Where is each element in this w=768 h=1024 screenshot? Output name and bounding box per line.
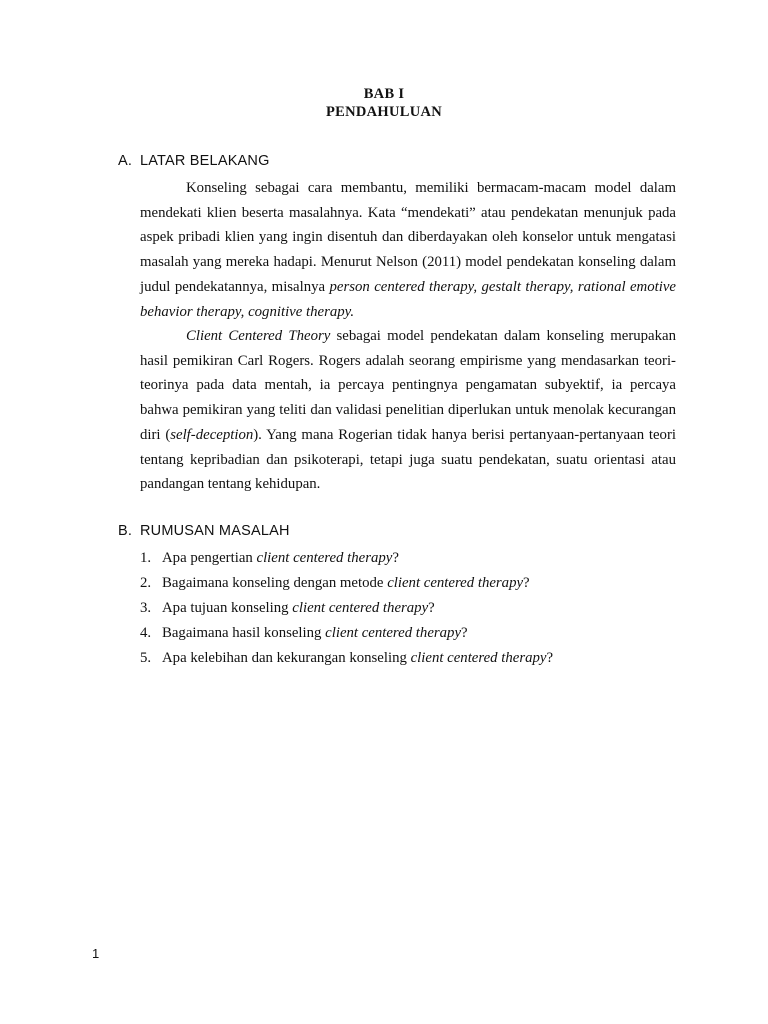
list-text: Bagaimana konseling dengan metode (162, 575, 388, 591)
paragraph-text: Konseling sebagai cara membantu, memiliki bermacam-macam model dalam mendekati klien beserta masalahnya. Kata “mendekati” atau pendekatan menunjuk pada aspek pribadi klien yang ingin disentuh dan diberdayakan oleh konselor untuk mengatasi masalah yang mereka hadapi. Menurut Nelson (2011) model pendekatan konseling dalam judul pendekatannya, misalnya (140, 180, 676, 295)
list-italic: client centered therapy (256, 550, 393, 566)
paragraph-latar-belakang-1 (140, 176, 676, 324)
list-end: ? (392, 550, 399, 566)
list-italic: client centered therapy (387, 575, 524, 591)
paragraph-latar-belakang-2 (140, 324, 676, 497)
paragraph-italic: person centered therapy, gestalt therapy, rational emotive behavior therapy, cognitive therapy. (140, 278, 677, 320)
section-letter: B. (118, 523, 133, 539)
list-number: 3. (140, 600, 152, 616)
list-text: Apa kelebihan dan kekurangan konseling (162, 650, 411, 666)
list-end: ? (461, 625, 468, 641)
list-number: 1. (140, 550, 152, 566)
list-end: ? (523, 575, 530, 591)
list-number: 2. (140, 575, 152, 591)
list-item (140, 621, 553, 646)
section-title: RUMUSAN MASALAH (140, 523, 290, 539)
list-item (140, 546, 553, 571)
paragraph-text: sebagai model pendekatan dalam konseling merupakan hasil pemikiran Carl Rogers. Rogers adalah seorang empirisme yang mendasarkan teori-teorinya pada data mentah, ia percaya pentingnya pengamatan subyektif, ia percaya bahwa pemikiran yang teliti dan validasi penelitian diperlukan untuk menolak kecurangan diri ( (140, 328, 676, 443)
list-end: ? (546, 650, 554, 666)
paragraph-text: ). Yang mana Rogerian tidak hanya berisi pertanyaan-pertanyaan teori tentang kepribadian dan psikoterapi, tetapi juga suatu pendekatan, suatu orientasi atau pandangan tentang kehidupan. (140, 426, 676, 493)
paragraph-italic: self-deception (170, 426, 254, 443)
list-italic: client centered therapy (292, 600, 429, 616)
list-italic: client centered therapy (325, 625, 462, 641)
rumusan-masalah-list (140, 546, 553, 671)
list-number: 4. (140, 625, 152, 641)
list-item (140, 571, 553, 596)
section-letter: A. (118, 153, 133, 169)
list-text: Apa pengertian (162, 550, 257, 566)
list-text: Apa tujuan konseling (162, 600, 293, 616)
list-item (140, 646, 553, 671)
list-number: 5. (140, 650, 152, 666)
list-italic: client centered therapy (410, 650, 547, 666)
paragraph-italic: Client Centered Theory (186, 328, 331, 344)
section-heading-a (118, 153, 270, 169)
list-item (140, 596, 553, 621)
list-text: Bagaimana hasil konseling (162, 625, 326, 641)
list-end: ? (428, 600, 435, 616)
chapter-heading: BAB I (363, 86, 405, 102)
chapter-title: PENDAHULUAN (325, 104, 443, 120)
section-heading-b (118, 523, 290, 539)
section-title: LATAR BELAKANG (140, 153, 270, 169)
page-number: 1 (92, 946, 100, 961)
